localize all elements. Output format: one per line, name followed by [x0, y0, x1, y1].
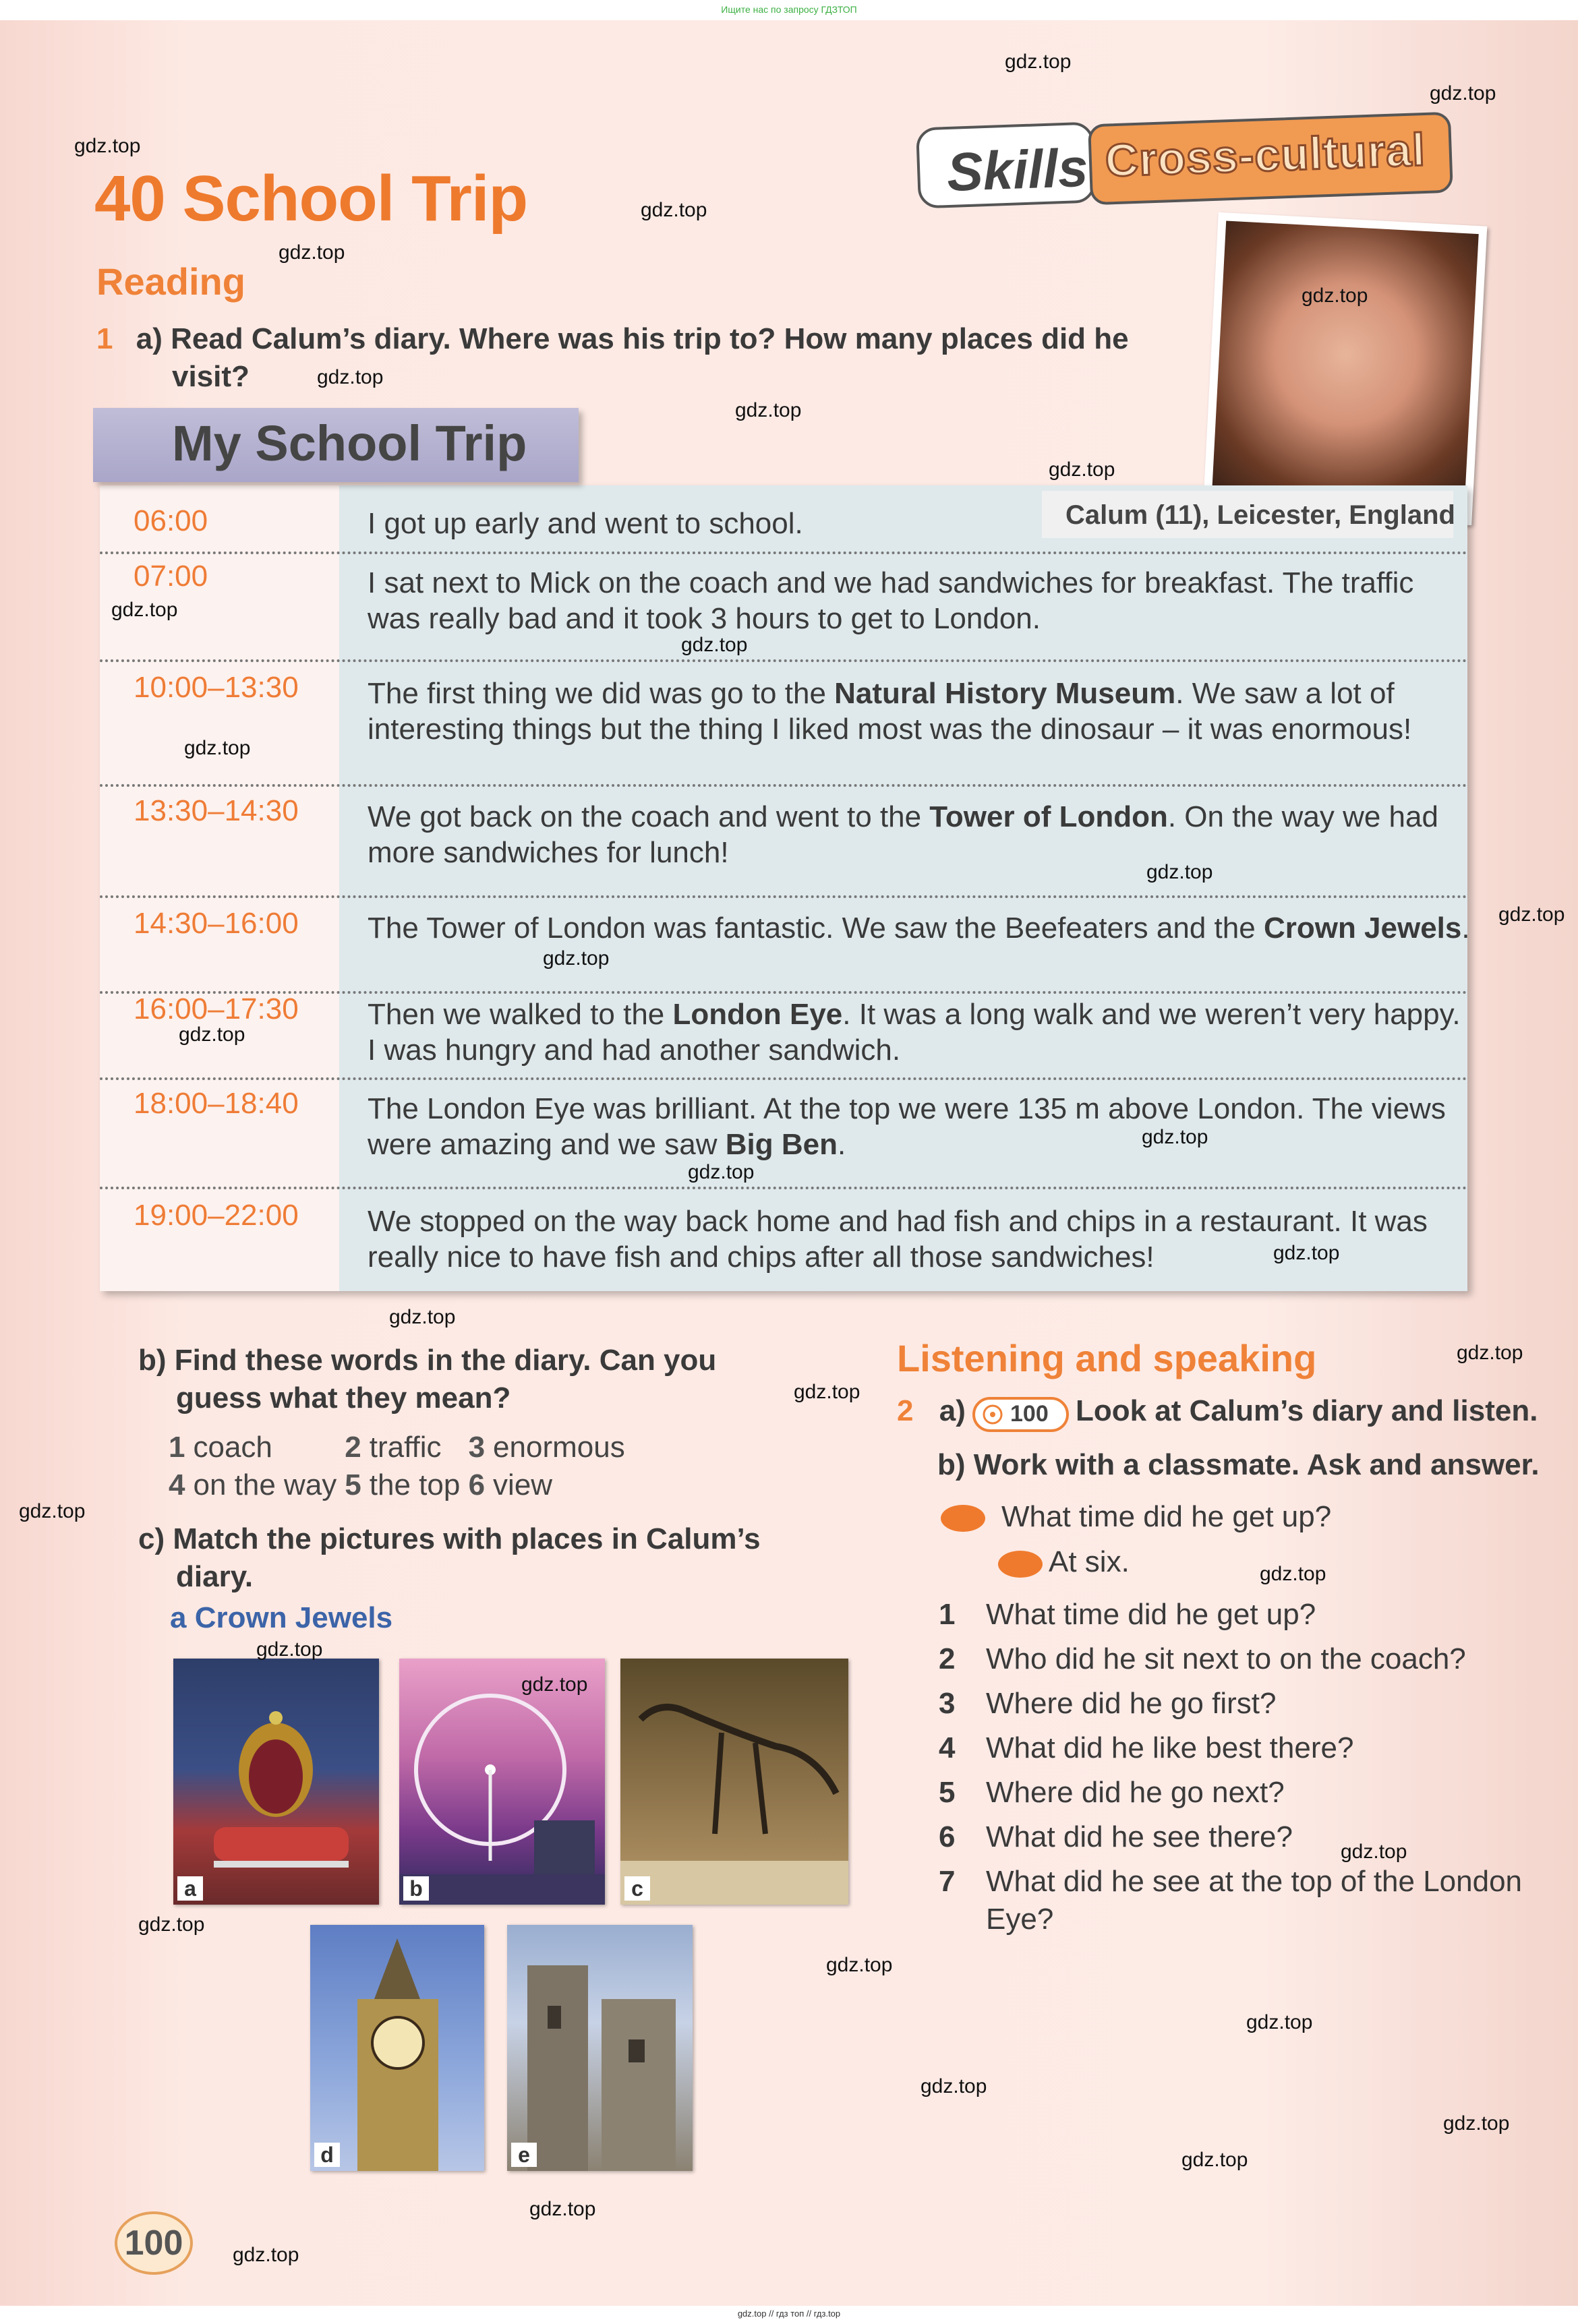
watermark: gdz.top — [184, 737, 251, 759]
exercise-2-number: 2 — [897, 1394, 914, 1427]
skills-banner — [917, 118, 1457, 206]
word: view — [493, 1468, 553, 1501]
exercise-1c — [138, 1520, 761, 1596]
diary-row-text: The Tower of London was fantastic. We saw the Beefeaters and the Crown Jewels. — [368, 912, 1470, 945]
exercise-1c-line1: c) Match the pictures with places in Calum’s — [138, 1522, 761, 1555]
diary-row-time: 10:00–13:30 — [134, 671, 299, 704]
question-text: What did he see at the top of the London — [986, 1865, 1523, 1898]
watermark: gdz.top — [111, 599, 178, 621]
question-number: 5 — [939, 1776, 956, 1809]
question-text: What did he like best there? — [986, 1731, 1354, 1764]
watermark: gdz.top — [1443, 2112, 1510, 2135]
exercise-1a — [96, 320, 1229, 396]
diary-title: My School Trip — [172, 415, 527, 471]
diary-row-time: 19:00–22:00 — [134, 1199, 299, 1232]
picture-label: e — [511, 2143, 537, 2167]
watermark: gdz.top — [794, 1381, 860, 1403]
watermark: gdz.top — [1273, 1242, 1340, 1264]
picture-label: c — [624, 1876, 650, 1901]
row-divider — [100, 784, 1467, 787]
speech-bubble-icon — [941, 1505, 985, 1532]
audio-track-badge — [972, 1397, 1069, 1432]
watermark: gdz.top — [1260, 1563, 1326, 1585]
diary-row-text: I sat next to Mick on the coach and we had sandwiches for breakfast. The traffic was really bad and it took 3 hours to get to London. — [368, 566, 1414, 635]
question-item — [939, 1598, 1316, 1632]
diary-row-text: The first thing we did was go to the Natural History Museum. We saw a lot of interesting things but the thing I liked most was the dinosaur – it was enormous! — [368, 677, 1412, 746]
skills-box — [916, 121, 1096, 208]
question-item — [939, 1687, 1276, 1721]
diary-row-time: 07:00 — [134, 560, 208, 593]
question-item — [939, 1776, 1285, 1810]
row-divider — [100, 1077, 1467, 1080]
word: on the way — [193, 1468, 337, 1501]
top-banner-text: Ищите нас по запросу ГДЗТОП — [721, 4, 857, 15]
watermark: gdz.top — [1498, 903, 1565, 926]
question-item — [939, 1820, 1293, 1854]
word-number: 2 — [345, 1431, 361, 1464]
watermark: gdz.top — [521, 1673, 588, 1696]
watermark: gdz.top — [1341, 1841, 1407, 1863]
question-number: 3 — [939, 1687, 956, 1720]
word: coach — [193, 1431, 272, 1464]
clock-tower-icon — [310, 1925, 484, 2171]
cross-cultural-label: Cross-cultural — [1104, 123, 1427, 187]
skills-label: Skills — [945, 137, 1089, 203]
diary-row-text: The London Eye was brilliant. At the top we were 135 m above London. The views were amazing and we saw Big Ben. — [368, 1092, 1446, 1161]
question-item-continuation: Eye? — [986, 1903, 1054, 1936]
cross-cultural-box — [1088, 112, 1453, 206]
watermark: gdz.top — [389, 1306, 456, 1328]
bottom-banner-text: gdz.top // гдз топ // гдз.top — [737, 2308, 841, 2319]
question-text: What did he see there? — [986, 1820, 1293, 1853]
word-number: 6 — [468, 1468, 486, 1501]
exercise-1a-line2: visit? — [172, 360, 250, 393]
question-text: Where did he go first? — [986, 1687, 1277, 1720]
audio-track-number: 100 — [1010, 1401, 1049, 1427]
cd-icon — [979, 1401, 1006, 1428]
picture-label: a — [177, 1876, 203, 1901]
watermark: gdz.top — [735, 399, 802, 421]
word: the top — [369, 1468, 461, 1501]
picture-a-crown-jewels — [173, 1659, 379, 1905]
picture-label: b — [403, 1876, 429, 1901]
watermark: gdz.top — [921, 2075, 987, 2097]
dinosaur-skeleton-icon — [620, 1659, 848, 1905]
question-text: Who did he sit next to on the coach? — [986, 1642, 1466, 1675]
diary-row-time: 16:00–17:30 — [134, 992, 299, 1025]
watermark: gdz.top — [641, 199, 707, 221]
diary-row-text: We stopped on the way back home and had fish and chips in a restaurant. It was really nice to have fish and chips after all those sandwiches! — [368, 1205, 1428, 1274]
watermark: gdz.top — [1005, 51, 1072, 73]
watermark: gdz.top — [279, 241, 345, 264]
example-answer: a Crown Jewels — [170, 1601, 393, 1634]
watermark: gdz.top — [317, 366, 384, 388]
picture-e-tower-of-london — [507, 1925, 693, 2171]
watermark: gdz.top — [681, 634, 748, 656]
castle-icon — [507, 1925, 693, 2171]
word-number: 3 — [468, 1431, 486, 1464]
calum-face-image — [1211, 220, 1478, 516]
watermark: gdz.top — [138, 1913, 205, 1936]
question-number: 1 — [939, 1598, 956, 1631]
exercise-2a — [897, 1392, 966, 1430]
lesson-title: 40 School Trip — [94, 162, 528, 235]
row-divider — [100, 552, 1467, 554]
watermark: gdz.top — [19, 1500, 86, 1522]
exercise-1b — [138, 1342, 716, 1417]
watermark: gdz.top — [1430, 82, 1496, 105]
row-divider — [100, 1187, 1467, 1189]
diary-row-text: I got up early and went to school. — [368, 507, 803, 540]
row-divider — [100, 895, 1467, 898]
author-name: Calum (11), Leicester, England — [1065, 500, 1455, 530]
speech-bubble-icon — [998, 1551, 1043, 1578]
exercise-2a-label: a) — [939, 1394, 966, 1427]
watermark: gdz.top — [1246, 2011, 1313, 2033]
calum-photo — [1203, 212, 1488, 525]
watermark: gdz.top — [529, 2198, 596, 2220]
question-text: What time did he get up? — [986, 1598, 1316, 1631]
vocabulary-list — [169, 1431, 633, 1506]
watermark: gdz.top — [1146, 861, 1213, 883]
watermark: gdz.top — [688, 1161, 755, 1183]
diary-row-time: 13:30–14:30 — [134, 794, 299, 827]
row-divider — [100, 659, 1467, 662]
exercise-2a-text: Look at Calum’s diary and listen. — [1076, 1394, 1538, 1427]
question-list — [939, 1598, 1546, 1948]
watermark: gdz.top — [179, 1023, 245, 1046]
watermark: gdz.top — [543, 947, 610, 970]
word: enormous — [493, 1431, 625, 1464]
picture-c-dinosaur — [620, 1659, 848, 1905]
exercise-1a-line1: a) Read Calum’s diary. Where was his trip to? How many places did he — [136, 322, 1129, 355]
diary-row-text: We got back on the coach and went to the Tower of London. On the way we had more sandwiches for lunch! — [368, 800, 1438, 869]
row-divider — [100, 991, 1467, 994]
question-item — [939, 1731, 1353, 1765]
question-number: 2 — [939, 1642, 956, 1675]
question-number: 4 — [939, 1731, 956, 1764]
crown-icon — [173, 1659, 379, 1905]
exercise-1c-line2: diary. — [176, 1560, 254, 1593]
watermark: gdz.top — [1302, 285, 1368, 307]
question-item — [939, 1865, 1522, 1899]
exercise-1-number: 1 — [96, 322, 113, 355]
watermark: gdz.top — [74, 135, 141, 157]
diary-row-text: Then we walked to the London Eye. It was a long walk and we weren’t very happy. I was hungry and had another sandwich. — [368, 998, 1461, 1067]
listening-heading: Listening and speaking — [897, 1337, 1317, 1379]
watermark: gdz.top — [233, 2244, 299, 2266]
watermark: gdz.top — [1181, 2149, 1248, 2171]
diary-row-time: 06:00 — [134, 504, 208, 537]
word: traffic — [369, 1431, 442, 1464]
watermark: gdz.top — [1457, 1342, 1523, 1364]
watermark: gdz.top — [1142, 1126, 1208, 1148]
watermark: gdz.top — [826, 1954, 893, 1976]
question-number: 7 — [939, 1865, 956, 1898]
question-item — [939, 1642, 1466, 1676]
word-number: 4 — [169, 1468, 185, 1501]
example-question: What time did he get up? — [1001, 1500, 1332, 1533]
watermark: gdz.top — [256, 1638, 323, 1661]
page-number: 100 — [115, 2211, 193, 2275]
word-number: 5 — [345, 1468, 361, 1501]
exercise-2b: b) Work with a classmate. Ask and answer. — [937, 1448, 1540, 1481]
watermark: gdz.top — [1049, 458, 1115, 481]
exercise-1b-line2: guess what they mean? — [176, 1381, 511, 1414]
question-text: Where did he go next? — [986, 1776, 1285, 1809]
word-number: 1 — [169, 1431, 185, 1464]
picture-label: d — [314, 2143, 340, 2167]
reading-heading: Reading — [96, 260, 245, 303]
diary-row-time: 18:00–18:40 — [134, 1087, 299, 1120]
example-answer-speech: At six. — [1049, 1545, 1130, 1578]
exercise-1b-line1: b) Find these words in the diary. Can you — [138, 1344, 717, 1377]
question-number: 6 — [939, 1820, 956, 1853]
diary-row-time: 14:30–16:00 — [134, 907, 299, 940]
picture-d-big-ben — [310, 1925, 484, 2171]
